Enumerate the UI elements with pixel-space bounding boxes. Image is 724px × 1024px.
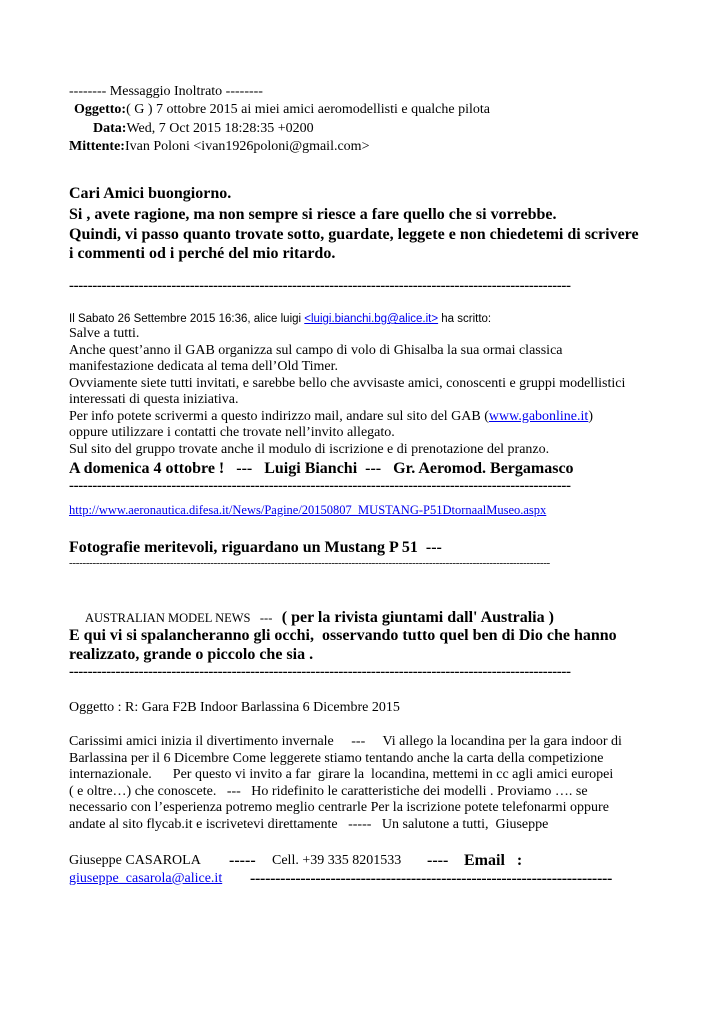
thin-divider: ----------------------------------------------------------------------------------------------------------------------------------------------- <box>69 557 550 569</box>
f2b-line-5: necessario con l’esperienza potremo meglio centrarle Per la iscrizione potete telefonarmi oppure <box>69 800 609 815</box>
greeting-line-4: i commenti od i perché del mio ritardo. <box>69 245 336 262</box>
quote-suffix: ha scritto: <box>438 313 492 325</box>
signature-tail-dashes: ------------------------------------------------------------------------ <box>250 870 613 887</box>
f2b-line-6: andate al sito flycab.it e iscrivetevi direttamente ----- Un salutone a tutti, Giuseppe <box>69 817 549 832</box>
forward-subject-row <box>74 102 490 118</box>
divider: ------------------------------------------------------------------------------------------------------------ <box>69 478 571 494</box>
gab-line-8: Sul sito del gruppo trovate anche il modulo di iscrizione e di prenotazione del pranzo. <box>69 442 550 457</box>
gab-line-2: Anche quest’anno il GAB organizza sul campo di volo di Ghisalba la sua ormai classica <box>69 343 563 358</box>
australia-label: AUSTRALIAN MODEL NEWS --- <box>85 611 282 625</box>
gab-signoff: A domenica 4 ottobre ! --- Luigi Bianchi --- Gr. Aeromod. Bergamasco <box>69 460 574 477</box>
quote-header <box>69 312 491 326</box>
forward-date-row <box>93 121 314 137</box>
signature-phone: Cell. +39 335 8201533 <box>272 853 402 868</box>
gab-line-4: Ovviamente siete tutti invitati, e sarebbe bello che avvisaste amici, conoscenti e gruppi modellistici <box>69 376 626 391</box>
signature-email-link[interactable]: giuseppe_casarola@alice.it <box>69 871 223 886</box>
gab-line-6 <box>69 409 593 425</box>
divider: ------------------------------------------------------------------------------------------------------------ <box>69 664 571 680</box>
australia-line-1: E qui vi si spalancheranno gli occhi, osservando tutto quel ben di Dio che hanno <box>69 627 617 644</box>
f2b-line-2: Barlassina per il 6 Dicembre Come leggerete stiamo tentando anche la carta della competizione <box>69 751 604 766</box>
subject-value: ( G ) 7 ottobre 2015 ai miei amici aeromodellisti e qualche pilota <box>126 102 490 117</box>
divider: ------------------------------------------------------------------------------------------------------------ <box>69 278 571 294</box>
gab-line-6-suffix: ) <box>588 409 593 424</box>
f2b-line-1: Carissimi amici inizia il divertimento invernale --- Vi allego la locandina per la gara indoor di <box>69 734 622 749</box>
subject-label: Oggetto: <box>74 102 127 117</box>
sender-label: Mittente: <box>69 139 125 154</box>
australia-line-2: realizzato, grande o piccolo che sia . <box>69 646 314 663</box>
signature-email-label: Email : <box>464 852 523 869</box>
greeting-line-2: Si , avete ragione, ma non sempre si riesce a fare quello che si vorrebbe. <box>69 206 557 223</box>
gab-line-5: interessati di questa iniziativa. <box>69 392 239 407</box>
f2b-subject: Oggetto : R: Gara F2B Indoor Barlassina 6 Dicembre 2015 <box>69 700 400 715</box>
greeting-line-1: Cari Amici buongiorno. <box>69 185 232 202</box>
gab-line-6-prefix: Per info potete scrivermi a questo indirizzo mail, andare sul sito del GAB ( <box>69 409 489 424</box>
date-value: Wed, 7 Oct 2015 18:28:35 +0200 <box>126 121 314 136</box>
gab-line-7: oppure utilizzare i contatti che trovate nell’invito allegato. <box>69 425 395 440</box>
greeting-line-3: Quindi, vi passo quanto trovate sotto, guardate, leggete e non chiedetemi di scrivere <box>69 226 639 243</box>
gab-line-3: manifestazione dedicata al tema dell’Old Timer. <box>69 359 339 374</box>
gab-website-link[interactable]: www.gabonline.it <box>488 409 589 424</box>
f2b-line-4: ( e oltre…) che conoscete. --- Ho ridefinito le caratteristiche dei modelli . Proviamo …. se <box>69 784 588 799</box>
mustang-caption: Fotografie meritevoli, riguardano un Mustang P 51 --- <box>69 539 442 556</box>
date-label: Data: <box>93 121 127 136</box>
forward-header: -------- Messaggio Inoltrato -------- <box>69 84 263 99</box>
signature-dash-1: ----- <box>229 852 256 869</box>
sender-value: Ivan Poloni <ivan1926poloni@gmail.com> <box>124 139 370 154</box>
quote-prefix: Il Sabato 26 Settembre 2015 16:36, alice luigi <box>69 313 305 325</box>
forward-sender-row <box>69 139 369 155</box>
mustang-link[interactable]: http://www.aeronautica.difesa.it/News/Pagine/20150807_MUSTANG-P51DtornaalMuseo.aspx <box>69 503 547 517</box>
quote-email-link[interactable]: <luigi.bianchi.bg@alice.it> <box>304 313 439 325</box>
gab-line-1: Salve a tutti. <box>69 326 140 341</box>
f2b-line-3: internazionale. Per questo vi invito a far girare la locandina, mettemi in cc agli amici europei <box>69 767 614 782</box>
signature-dash-2: ---- <box>427 852 449 869</box>
australia-note: ( per la rivista giuntami dall' Australia ) <box>281 609 554 626</box>
signature-name: Giuseppe CASAROLA <box>69 853 201 868</box>
